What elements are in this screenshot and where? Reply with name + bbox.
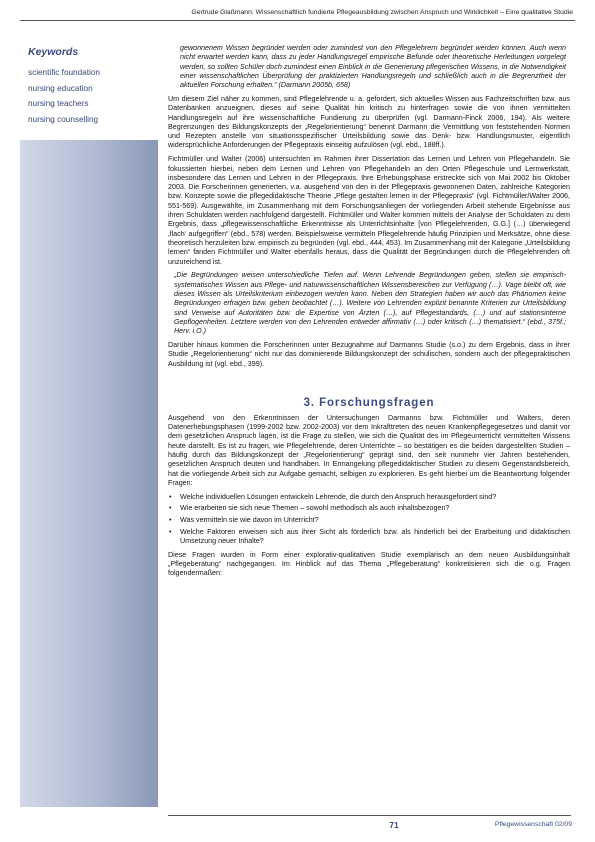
list-item	[168, 516, 570, 525]
paragraph-3: Darüber hinaus kommen die Forscherinnen unter Bezugnahme auf Darmanns Studie (s.o.) zu dem Ergebnis, dass in ihrer Studie „Regelorientierung“ nicht nur das dominierende Bildungskonzept der schulischen, sondern auch der pflegepraktischen Ausbildung ist (vgl. ebd., 399).	[168, 340, 570, 368]
footer-divider	[168, 815, 571, 816]
section-heading: 3. Forschungsfragen	[303, 396, 435, 409]
keywords-title: Keywords	[28, 46, 79, 58]
journal-name: Pflegewissenschaft 02/09	[494, 821, 572, 828]
list-item-text: Wie erarbeiten sie sich neue Themen – sowohl methodisch als auch inhaltsbezogen?	[180, 504, 450, 513]
header-divider	[20, 20, 575, 21]
keyword-item: scientific foundation	[28, 68, 100, 77]
bullet-icon: •	[169, 528, 172, 537]
main-column	[168, 44, 570, 583]
list-item	[168, 504, 570, 513]
paragraph-4: Ausgehend von den Erkenntnissen der Untersuchungen Darmanns bzw. Fichtmüller und Walters, deren Datenerhebungsphasen (1999-2002 bzw. 2002-2003) vor dem Inkrafttreten des neuen Krankenpflegegesetzes und damit vor dem gesetzlichen Anspruch lagen, ist die Frage zu stellen, wie sich die Qualität des im Pflegeunterricht vermittelten Wissens heute darstellt. Es ist zu fragen, wie Pflegelehrende, deren Unterrichte – so bestätigen es die beiden dargestellten Studien – häufig durch das Bildungskonzept der „Regelorientierung“ geprägt sind, den seit nunmehr vier Jahren bestehenden, gesetzlichen Anspruch deuten und handhaben. In Ermangelung pflegedidaktischer Studien zu diesem Gegenstandsbereich, hat die vorliegende Arbeit sich zur Aufgabe gemacht, selbigen zu explorieren. Es geht hierbei um die Beantwortung folgender Fragen:	[168, 413, 570, 487]
list-item-text: Welche Faktoren erweisen sich aus ihrer Sicht als förderlich bzw. als hinderlich bei der Erarbeitung und didaktischen Umsetzung neuer Inhalte?	[180, 528, 570, 546]
running-header: Gertrude Glaßmann: Wissenschaftlich fundierte Pflegeausbildung zwischen Anspruch und Wirklichkeit – Eine qualitative Studie	[191, 9, 573, 16]
list-item	[168, 528, 570, 547]
list-item	[168, 493, 570, 502]
keyword-item: nursing teachers	[28, 99, 89, 109]
paragraph-1: Um diesem Ziel näher zu kommen, sind Pflegelehrende u. a. gefordert, sich aktuelles Wissen aus Fachzeitschriften bzw. aus Datenbanken anzueignen, dieses auf seine Qualität hin kritisch zu hinterfragen sowie die von ihnen vermittelten Handlungsregeln auf ihre wissenschaftliche Fundierung zu überprüfen (vgl. Darmann-Finck 2006, 194). Als weitere Begrenzungen des Bildungskonzepts der „Regelorientierung“ benennt Darmann die Vermittlung von feststehenden Normen und Rezepten anstelle von situationsspezifischer Urteilsbildung sowie das Denk- bzw. Handlungsmuster, eigentlich widersprüchliche Anforderungen der Pflegepraxis einseitig aufzulösen (vgl. ebd., 188ff.).	[168, 94, 570, 150]
quote-fichtmueller: „Die Begründungen weisen unterschiedliche Tiefen auf. Wenn Lehrende Begründungen geben, stellen sie empirisch-systematisches Wissen aus Pflege- und naturwissenschaftlichen Wissensbereichen zur Verfügung (…). Vage bleibt oft, wie dieses Wissen als Urteilskriterium einbezogen werden kann. Neben den Strategien haben wir auch das Phänomen keine Begründungen erfragen bzw. geben beobachtet (…). Weitere von Lehrenden explizit benannte Kriterien zur Urteilsbildung sind Verweise auf Autoritäten bzw. die Expertise von Ärzten (…), auf Pflegestandards, (…) und auf stationsinterne Gepflogenheiten. Letztere werden von den Lehrenden entweder affirmativ (…) oder kritisch (…) thematisiert.“ (ebd., 375f.; Herv. i.O.)	[174, 271, 566, 336]
bullet-icon: •	[169, 516, 172, 525]
keywords-list	[28, 65, 100, 128]
list-item-text: Welche individuellen Lösungen entwickeln Lehrende, die durch den Anspruch herausgefordert sind?	[180, 492, 497, 501]
bullet-icon: •	[169, 504, 172, 513]
page-number: 71	[389, 820, 399, 830]
list-item-text: Was vermitteln sie wie davon im Unterricht?	[180, 516, 319, 525]
keyword-item: nursing education	[28, 83, 93, 93]
sidebar-panel	[20, 42, 158, 807]
bullet-icon: •	[169, 492, 172, 501]
paragraph-5: Diese Fragen wurden in Form einer explorativ-qualitativen Studie exemplarisch an dem neuen Ausbildungsinhalt „Pflegeberatung“ nachgegangen. Im Hinblick auf das Thema „Pflegeberatung“ konkretisieren sich die o.g. Fragen folgendermaßen:	[168, 550, 570, 578]
quote-darmann: gewonnenem Wissen begründet werden oder zumindest von den Pflegelehrern begründet werden können. Auch wenn nicht erwartet werden kann, dass zu jeder Handlungsregel empirische Befunde oder theoretische Herleitungen vorgelegt werden, so sollten Schüler doch zumindest einen Einblick in die Generierung pflegerischen Wissens, in die Notwendigkeit einer wissenschaftlichen Überprüfung der praktizierten Handlungsregeln und schließlich auch in die Begrenztheit der aktuellen Forschung erhalten.“ (Darmann 2005b, 658)	[180, 44, 566, 90]
keyword-item: nursing counselling	[28, 115, 99, 125]
research-questions-list	[168, 493, 570, 547]
paragraph-2: Fichtmüller und Walter (2006) untersuchten im Rahmen ihrer Dissertation das Lernen und Lehren von Pflegehandeln. Sie fokussierten hierbei, neben dem Lernen und Lehren von Pflegehandeln an den Orten Pflegeschule und Lernwerkstatt, insbesondere das Lernen und Lehren in der Pflegepraxis. Ihre Erhebungsphase erstreckte sich von Mai 2002 bis Oktober 2003. Die Forscherinnen generierten, v.a. ausgehend von den in der Pflegepraxis gewonnenen Daten, zahlreiche Kategorien bzw. Konzepte sowie die pflegedidaktische Theorie „Pflege gestalten lernen in der Pflegepraxis“ (vgl. Fichtmüller/Walter 2006, 551-569). Ausgewählte, im Zusammenhang mit dem Forschungsanliegen der vorliegenden Arbeit stehende Ergebnisse aus ihren Schuldaten werden nachfolgend dargestellt. Fichtmüller und Walter kommen mittels der Analyse der Schuldaten zu dem Ergebnis, dass „pflegewissenschaftliche Erkenntnisse als Unterrichtsinhalte [von Pflegelehrenden, G.G.] (…) überwiegend ‚flach‘ aufgegriffen“ (ebd., 578) werden. Beispielsweise vermitteln Pflegelehrende häufig Prinzipien und Merksätze, ohne diese theoretisch herzuleiten bzw. empirisch zu begründen (vgl. ebd., 444, 453). Im Zusammenhang mit der Kategorie „Urteilsbildung lernen“ fanden Fichtmüller und Walter ebenfalls heraus, dass die Qualität der Begründungen durch die Pflegelehrenden oft unzureichend ist.	[168, 155, 570, 266]
